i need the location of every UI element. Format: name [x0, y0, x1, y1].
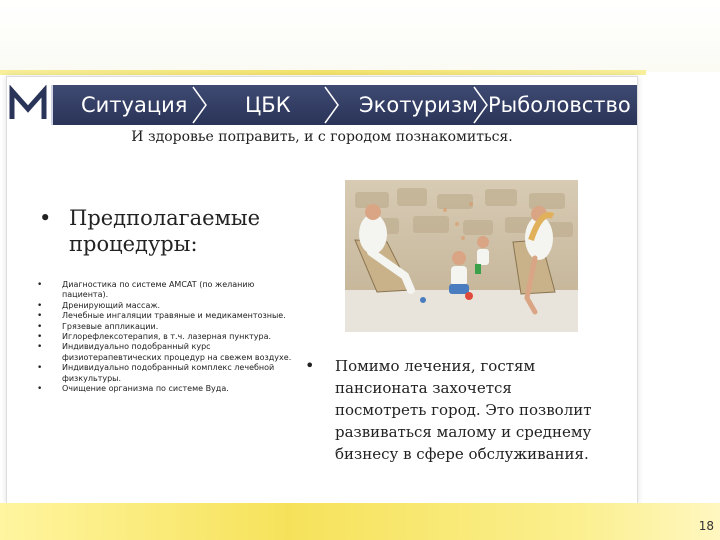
- list-item: • Диагностика по системе AMCAT (по желанию пациента).: [37, 280, 297, 301]
- procedures-heading-text: Предполагаемые процедуры:: [69, 206, 261, 256]
- page-number: 18: [698, 519, 714, 533]
- list-item: • Иглорефлексотерапия, в т.ч. лазерная пунктура.: [37, 332, 297, 342]
- top-strip: [0, 0, 720, 72]
- list-item: • Дренирующий массаж.: [37, 301, 297, 311]
- nav-item-situation[interactable]: Ситуация: [81, 93, 188, 117]
- logo: [7, 85, 53, 125]
- slide-subtitle: И здоровье поправить, и с городом познакомиться.: [131, 129, 513, 145]
- list-item: • Очищение организма по системе Вуда.: [37, 384, 297, 394]
- slide: [6, 76, 638, 504]
- chevron-right-icon: [323, 85, 341, 125]
- list-item: • Грязевые аппликации.: [37, 322, 297, 332]
- nav-item-cbk[interactable]: ЦБК: [245, 93, 291, 117]
- logo-mark-icon: [7, 85, 51, 125]
- nav-item-fishing[interactable]: Рыболовство: [488, 93, 631, 117]
- chevron-right-icon: [191, 85, 209, 125]
- list-item: • Индивидуально подобранный курс физиотерапевтических процедур на свежем воздухе.: [37, 342, 297, 363]
- list-item: • Индивидуально подобранный комплекс лечебной физкультуры.: [37, 363, 297, 384]
- footer-band: [0, 503, 720, 540]
- nav-item-ecotourism[interactable]: Экотуризм: [359, 93, 478, 117]
- bullet-icon: •: [39, 206, 52, 230]
- salt-cave-photo: [345, 180, 578, 332]
- procedures-heading: [39, 205, 299, 257]
- bullet-icon: •: [305, 356, 315, 375]
- yellow-rule: [0, 70, 646, 75]
- tourism-note-text: Помимо лечения, гостям пансионата захочется посмотреть город. Это позволит развиваться малому и среднему бизнесу в сфере обслуживания.: [335, 357, 592, 463]
- nav-bar: [7, 85, 637, 125]
- procedures-list: [37, 280, 297, 394]
- list-item: • Лечебные ингаляции травяные и медикаментозные.: [37, 311, 297, 321]
- tourism-note: [305, 355, 605, 465]
